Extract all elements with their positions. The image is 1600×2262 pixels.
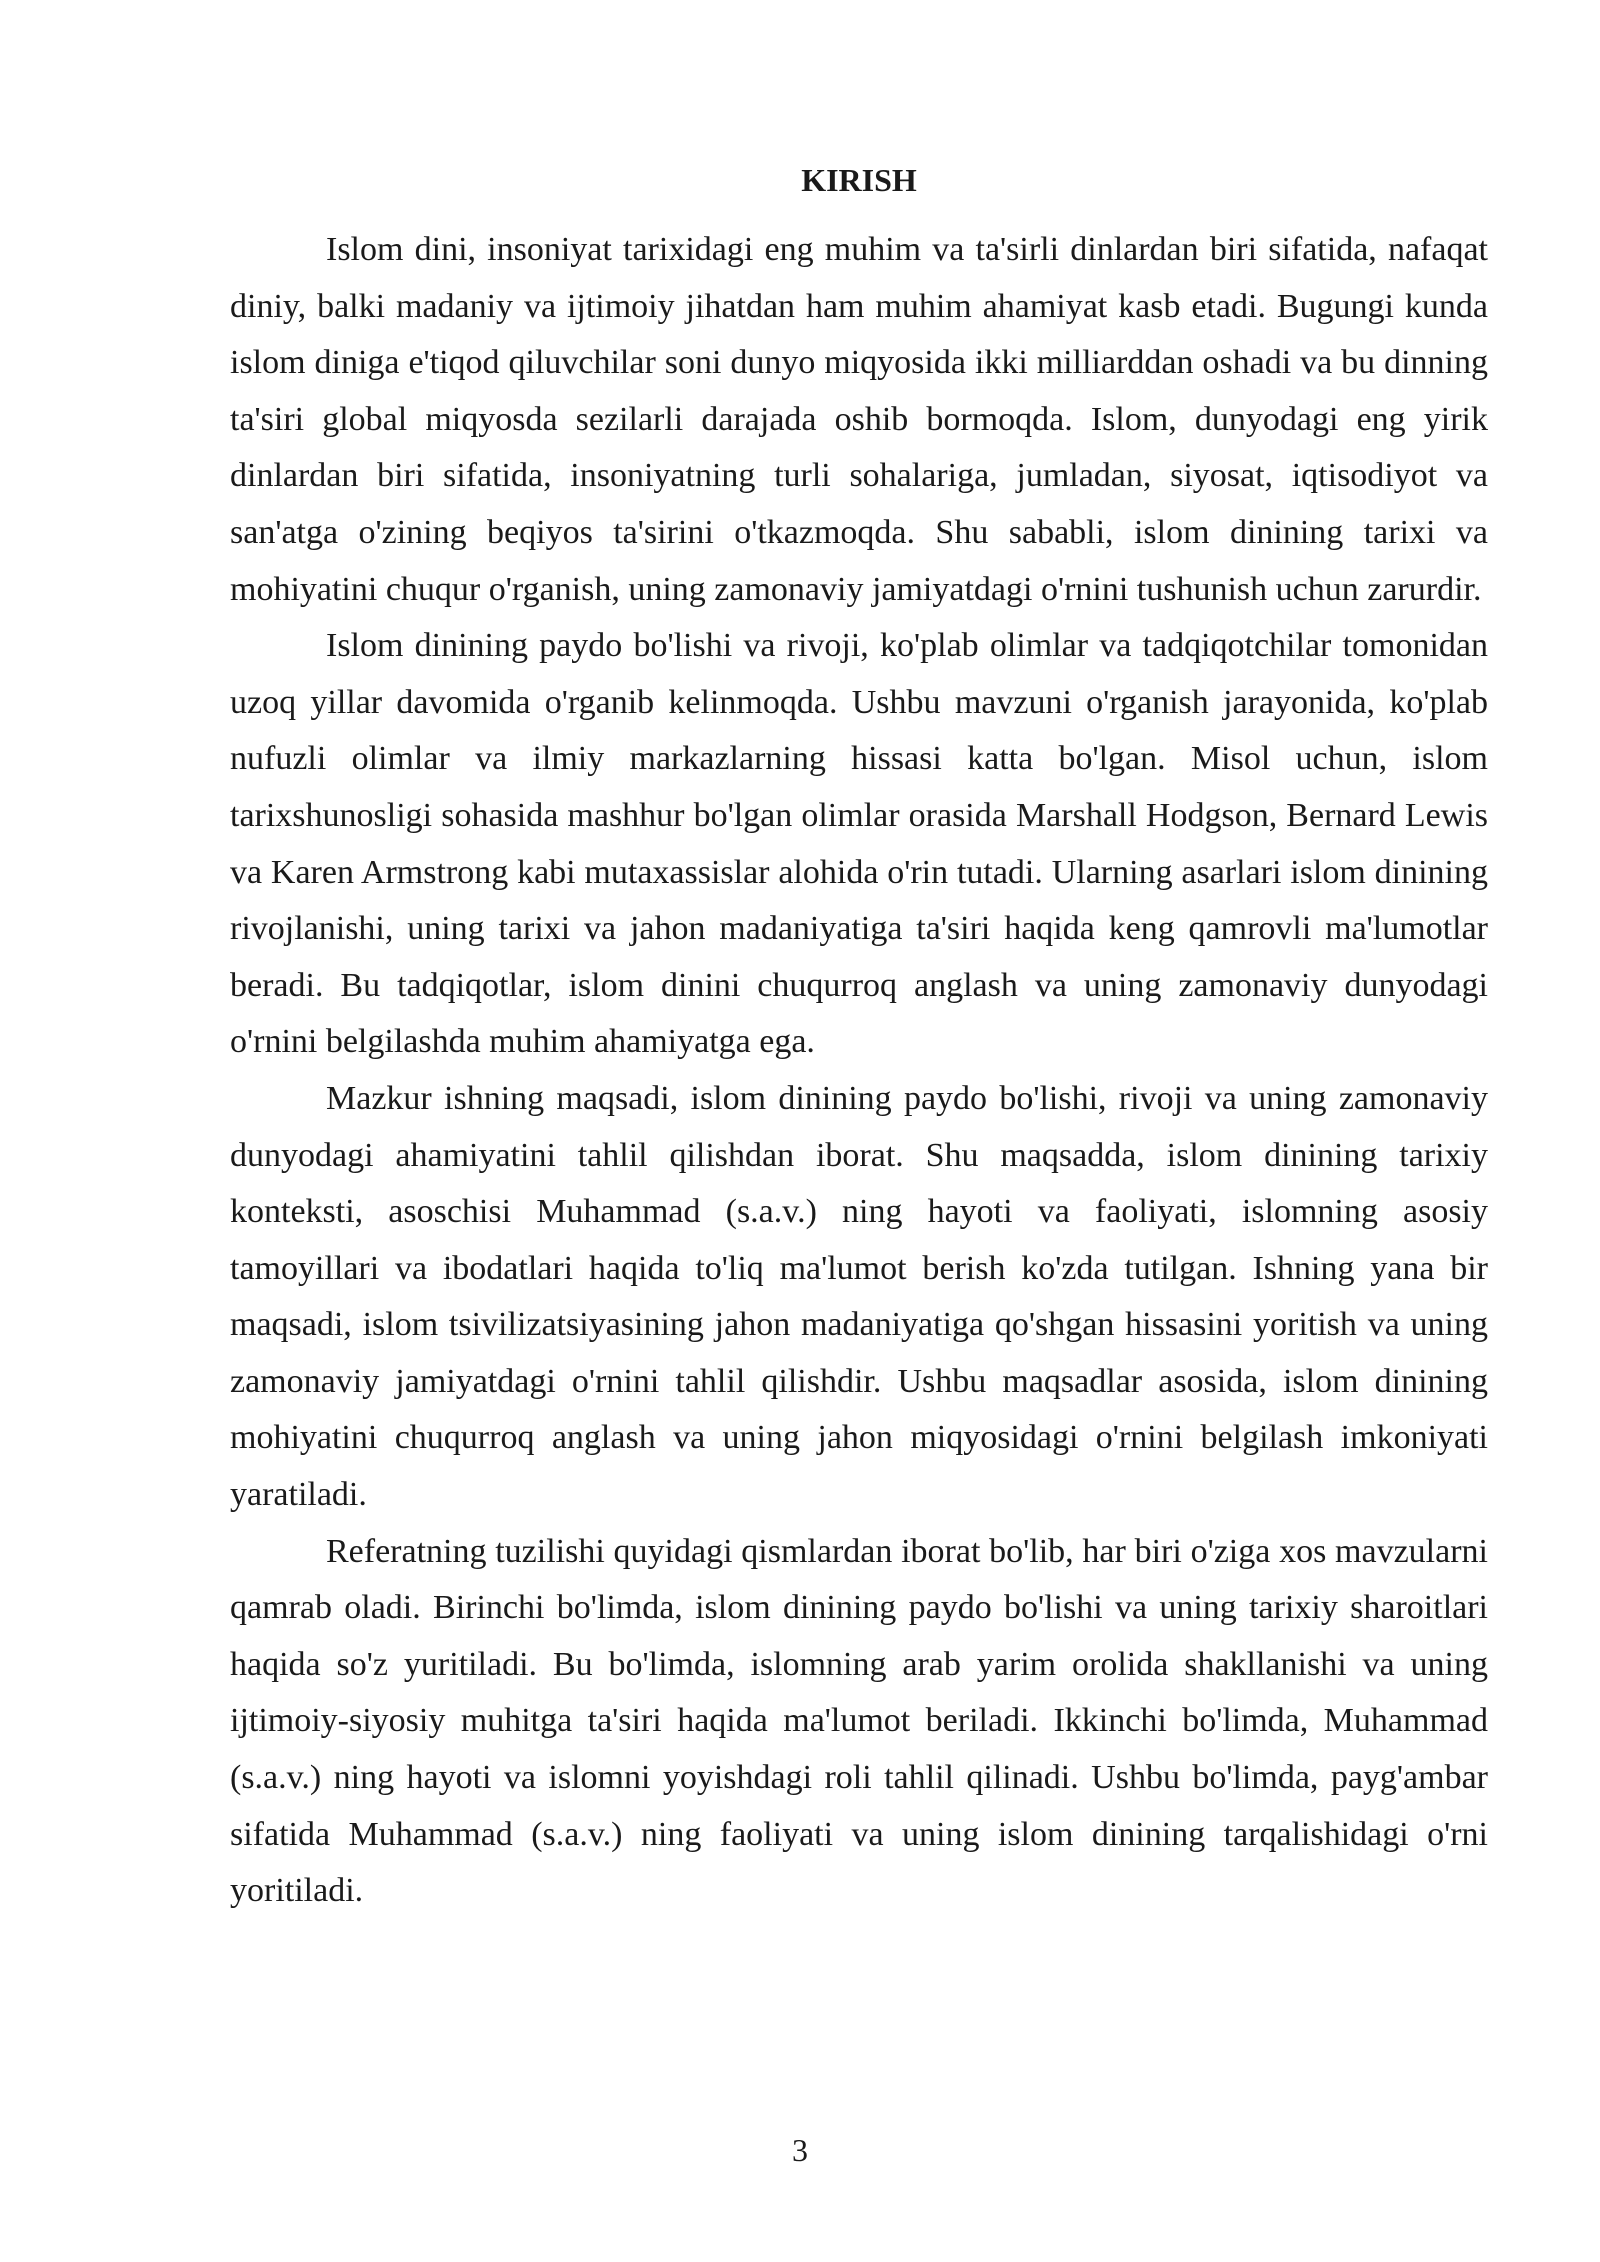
paragraph-2: Islom dinining paydo bo'lishi va rivoji, ko'plab olimlar va tadqiqotchilar tomonidan uzoq yillar davomida o'rganib kelinmoqda. Ushbu mavzuni o'rganish jarayonida, ko'plab nufuzli olimlar va ilmiy markazlarning hissasi katta bo'lgan. Misol uchun, islom tarixshunosligi sohasida mashhur bo'lgan olimlar orasida Marshall Hodgson, Bernard Lewis va Karen Armstrong kabi mutaxassislar alohida o'rin tutadi. Ularning asarlari islom dinining rivojlanishi, uning tarixi va jahon madaniyatiga ta'siri haqida keng qamrovli ma'lumotlar beradi. Bu tadqiqotlar, islom dinini chuqurroq anglash va uning zamonaviy dunyodagi o'rnini belgilashda muhim ahamiyatga ega.: [230, 627, 1488, 1061]
paragraph-4: Referatning tuzilishi quyidagi qismlardan iborat bo'lib, har biri o'ziga xos mavzularni qamrab oladi. Birinchi bo'limda, islom dinining paydo bo'lishi va uning tarixiy sharoitlari haqida so'z yuritiladi. Bu bo'limda, islomning arab yarim orolida shakllanishi va uning ijtimoiy-siyosiy muhitga ta'siri haqida ma'lumot beriladi. Ikkinchi bo'limda, Muhammad (s.a.v.) ning hayoti va islomni yoyishdagi roli tahlil qilinadi. Ushbu bo'limda, payg'ambar sifatida Muhammad (s.a.v.) ning faoliyati va uning islom dinining tarqalishidagi o'rni yoritiladi.: [230, 1532, 1488, 1910]
document-page: [230, 160, 1488, 1920]
section-title: KIRISH: [801, 162, 917, 198]
paragraph-1: Islom dini, insoniyat tarixidagi eng muhim va ta'sirli dinlardan biri sifatida, nafaqat diniy, balki madaniy va ijtimoiy jihatdan ham muhim ahamiyat kasb etadi. Bugungi kunda islom diniga e'tiqod qiluvchilar soni dunyo miqyosida ikki milliarddan oshadi va bu dinning ta'siri global miqyosda sezilarli darajada oshib bormoqda. Islom, dunyodagi eng yirik dinlardan biri sifatida, insoniyatning turli sohalariga, jumladan, siyosat, iqtisodiyot va san'atga o'zining beqiyos ta'sirini o'tkazmoqda. Shu sababli, islom dinining tarixi va mohiyatini chuqur o'rganish, uning zamonaviy jamiyatdagi o'rnini tushunish uchun zarurdir.: [230, 231, 1488, 608]
paragraph-3: Mazkur ishning maqsadi, islom dinining paydo bo'lishi, rivoji va uning zamonaviy dunyodagi ahamiyatini tahlil qilishdan iborat. Shu maqsadda, islom dinining tarixiy konteksti, asoschisi Muhammad (s.a.v.) ning hayoti va faoliyati, islomning asosiy tamoyillari va ibodatlari haqida to'liq ma'lumot berish ko'zda tutilgan. Ishning yana bir maqsadi, islom tsivilizatsiyasining jahon madaniyatiga qo'shgan hissasini yoritish va uning zamonaviy jamiyatdagi o'rnini tahlil qilishdir. Ushbu maqsadlar asosida, islom dinining mohiyatini chuqurroq anglash va uning jahon miqyosidagi o'rnini belgilash imkoniyati yaratiladi.: [230, 1079, 1488, 1514]
page-number: 3: [792, 2132, 808, 2168]
